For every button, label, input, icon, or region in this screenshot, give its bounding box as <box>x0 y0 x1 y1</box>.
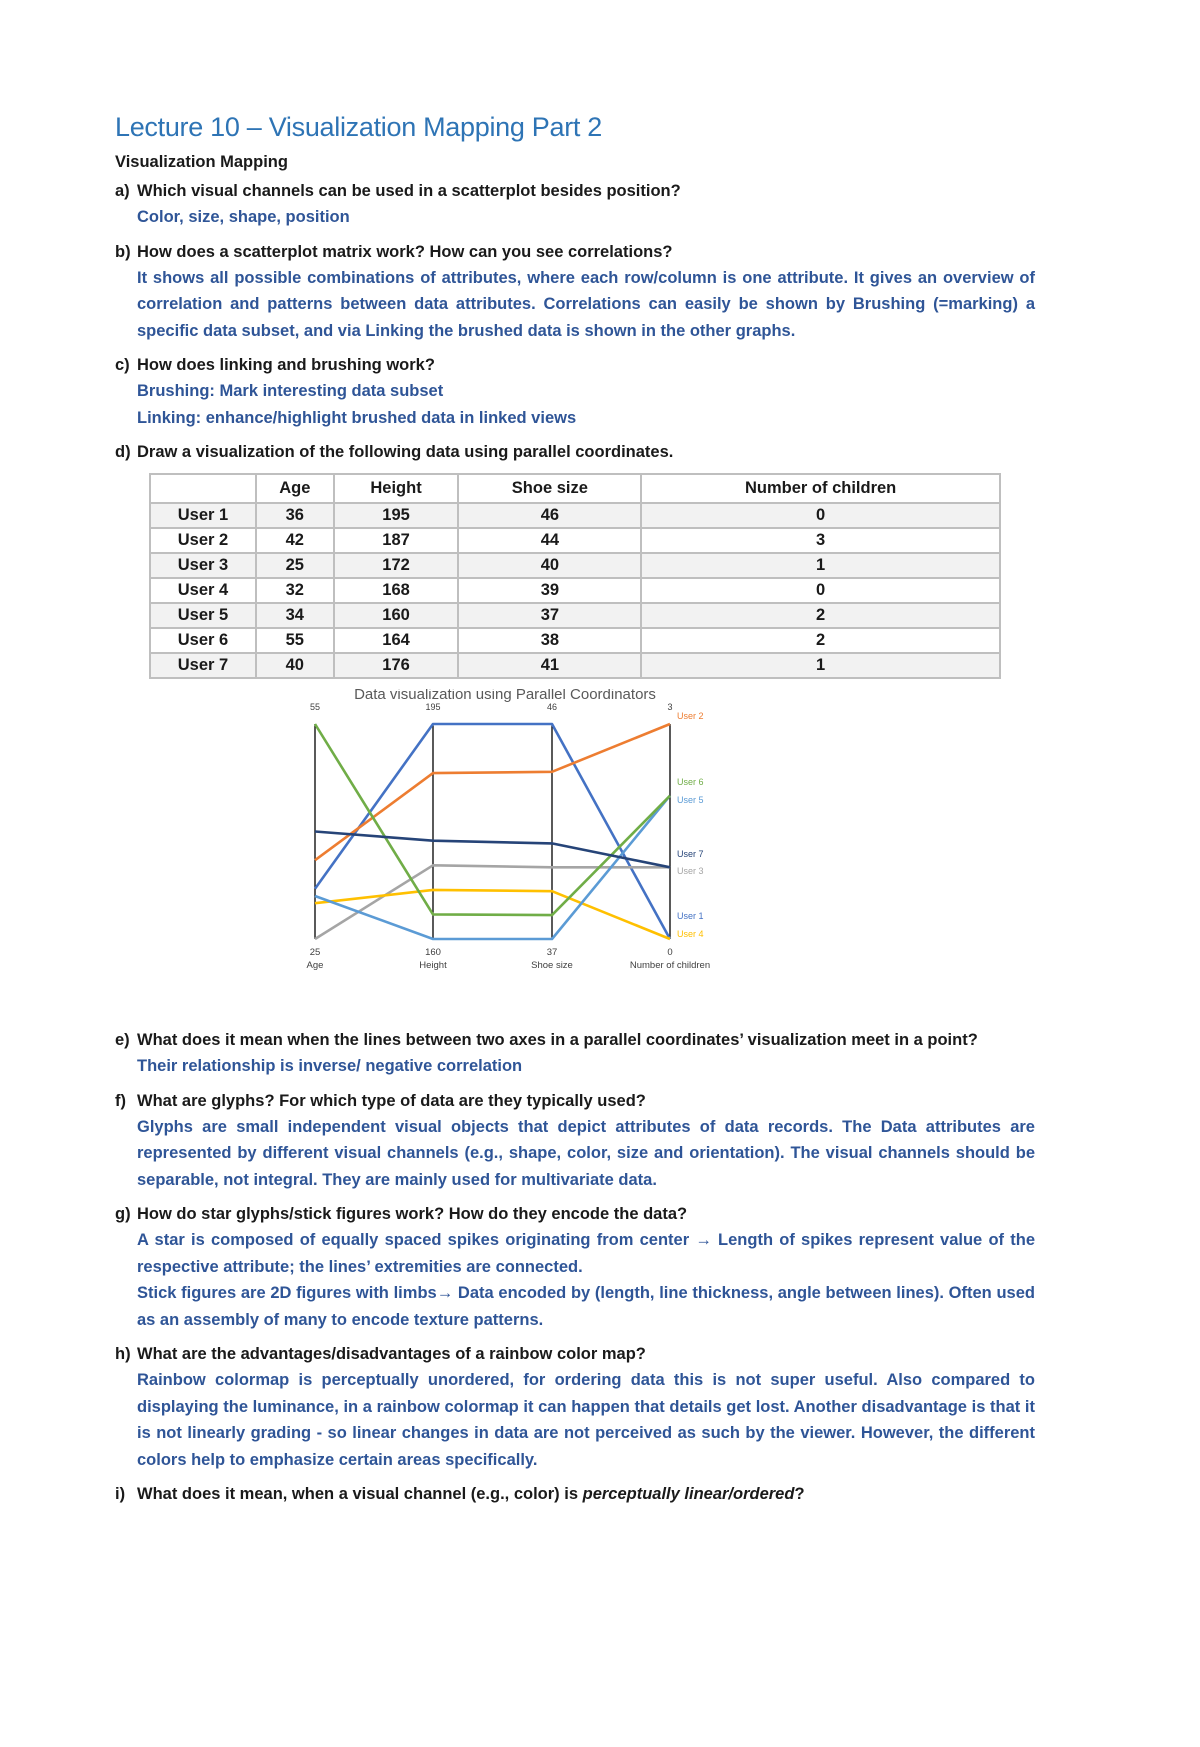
answer-line: Linking: enhance/highlight brushed data in linked views <box>137 408 577 427</box>
table-cell: User 6 <box>150 628 256 653</box>
question-text: What are the advantages/disadvantages of a rainbow color map? <box>137 1345 646 1363</box>
question-letter: f) <box>115 1091 126 1110</box>
table-row <box>150 528 1000 553</box>
table-cell: 36 <box>256 503 334 528</box>
answer-text: Color, size, shape, position <box>137 208 350 226</box>
axis-max-label: 55 <box>309 702 321 712</box>
data-table <box>149 473 1001 679</box>
series-end-label: User 4 <box>677 929 704 939</box>
table-cell: User 7 <box>150 653 256 678</box>
table-cell: 1 <box>641 653 1000 678</box>
axis-min-label: 160 <box>425 947 441 958</box>
question-letter: i) <box>115 1485 126 1503</box>
table-cell: User 2 <box>150 528 256 553</box>
table-cell: 195 <box>334 503 459 528</box>
table-cell: 0 <box>641 578 1000 603</box>
table-header-cell: Age <box>256 474 334 503</box>
answer-line: Stick figures are 2D figures with limbs→ Data encoded by (length, line thickness, angle between lines). Often used as an assembly of many to encode texture patterns. <box>137 1284 1035 1329</box>
answer-text: Their relationship is inverse/ negative correlation <box>137 1057 523 1075</box>
table-cell: 1 <box>641 553 1000 578</box>
axis-max-label: 195 <box>425 702 441 712</box>
question-text: How do star glyphs/stick figures work? How do they encode the data? <box>137 1205 688 1223</box>
question-h <box>115 1341 1035 1473</box>
question-letter: g) <box>115 1205 131 1223</box>
table-cell: 39 <box>458 578 641 603</box>
question-letter: d) <box>115 443 131 461</box>
table-cell: 42 <box>256 528 334 553</box>
axis-name-label: Age <box>306 960 324 971</box>
answer-block <box>137 378 1035 431</box>
question-letter: a) <box>115 182 130 200</box>
table-cell: User 5 <box>150 603 256 628</box>
table-cell: 40 <box>458 553 641 578</box>
table-cell: 187 <box>334 528 459 553</box>
series-end-label: User 7 <box>677 849 704 859</box>
table-cell: 164 <box>334 628 459 653</box>
section-heading: Visualization Mapping <box>115 153 288 171</box>
series-end-label: User 3 <box>677 866 704 876</box>
table-header-cell: Shoe size <box>458 474 641 503</box>
table-cell: User 1 <box>150 503 256 528</box>
question-c <box>115 352 1035 431</box>
question-text-part: What does it mean, when a visual channel (e.g., color) is <box>137 1485 583 1503</box>
table-cell: 160 <box>334 603 459 628</box>
series-line-user-3 <box>315 865 670 939</box>
question-i <box>115 1481 1035 1507</box>
chart-svg <box>305 689 925 1019</box>
table-cell: User 3 <box>150 553 256 578</box>
question-letter: e) <box>115 1031 130 1049</box>
axis-min-label: 37 <box>546 947 558 958</box>
table-row <box>150 503 1000 528</box>
question-letter: c) <box>115 356 130 374</box>
answer-line: A star is composed of equally spaced spikes originating from center → Length of spikes represent value of the respective attribute; the lines’ extremities are connected. <box>137 1231 1035 1276</box>
table-cell: 37 <box>458 603 641 628</box>
table-cell: 32 <box>256 578 334 603</box>
table-cell: 2 <box>641 628 1000 653</box>
question-letter: h) <box>115 1345 131 1363</box>
table-cell: 41 <box>458 653 641 678</box>
question-text: What does it mean when the lines between two axes in a parallel coordinates’ visualization meet in a point? <box>137 1031 978 1049</box>
parallel-coordinates-chart <box>305 689 925 1019</box>
axis-max-label: 3 <box>667 702 673 712</box>
question-text-emphasis: perceptually linear/ordered <box>582 1485 795 1503</box>
question-letter: b) <box>115 242 131 261</box>
page-title: Lecture 10 – Visualization Mapping Part 2 <box>115 112 603 142</box>
axis-name-label: Number of children <box>629 960 711 971</box>
question-text: Which visual channels can be used in a scatterplot besides position? <box>137 182 681 200</box>
question-text <box>137 1481 805 1507</box>
table-cell: 46 <box>458 503 641 528</box>
table-row <box>150 578 1000 603</box>
table-cell: 34 <box>256 603 334 628</box>
table-cell: 168 <box>334 578 459 603</box>
table-cell: 55 <box>256 628 334 653</box>
series-end-label: User 5 <box>677 795 704 805</box>
answer-text: Glyphs are small independent visual objects that depict attributes of data records. The Data attributes are represented by different visual channels (e.g., shape, color, size and orientation). The visual channels should be separable, not integral. They are mainly used for multivariate data. <box>137 1117 1035 1189</box>
question-f <box>115 1088 1035 1194</box>
table-cell: 176 <box>334 653 459 678</box>
answer-text: It shows all possible combinations of attributes, where each row/column is one attribute. It gives an overview of correlation and patterns between data attributes. Correlations can easily be shown by Brushing (=marking) a specific data subset, and via Linking the brushed data is shown in the other graphs. <box>137 268 1035 340</box>
table-header-row <box>150 474 1000 503</box>
table-row <box>150 653 1000 678</box>
question-text: How does a scatterplot matrix work? How can you see correlations? <box>137 242 673 261</box>
question-text: Draw a visualization of the following data using parallel coordinates. <box>137 443 674 461</box>
axis-min-label: 0 <box>667 947 673 958</box>
question-text: How does linking and brushing work? <box>137 356 435 374</box>
question-g <box>115 1201 1035 1333</box>
question-text: What are glyphs? For which type of data are they typically used? <box>137 1091 646 1110</box>
series-end-label: User 1 <box>677 911 704 921</box>
axis-max-label: 46 <box>546 702 558 712</box>
axis-name-label: Height <box>419 960 447 971</box>
axis-min-label: 25 <box>309 947 321 958</box>
question-a <box>115 178 1035 231</box>
question-d <box>115 439 1035 1019</box>
table-cell: 40 <box>256 653 334 678</box>
chart-title: Data visualization using Parallel Coordinators <box>354 689 656 703</box>
answer-line: Brushing: Mark interesting data subset <box>137 382 444 400</box>
answer-text: Rainbow colormap is perceptually unordered, for ordering data this is not super useful. Also compared to displaying the luminance, in a rainbow colormap it can happen that details get lost. Another disadvantage is that it is not linearly grading - so linear changes in data are not perceived as such by the viewer. However, the different colors help to emphasize certain areas specifically. <box>137 1371 1035 1469</box>
table-cell: 0 <box>641 503 1000 528</box>
answer-block <box>137 1227 1035 1333</box>
table-header-cell: Height <box>334 474 459 503</box>
table-cell: 3 <box>641 528 1000 553</box>
question-text-part: ? <box>794 1485 805 1503</box>
table-cell: 172 <box>334 553 459 578</box>
axis-name-label: Shoe size <box>531 960 573 971</box>
question-b <box>115 239 1035 345</box>
table-header-cell <box>150 474 256 503</box>
table-cell: 38 <box>458 628 641 653</box>
table-header-cell: Number of children <box>641 474 1000 503</box>
series-end-label: User 2 <box>677 711 704 721</box>
table-row <box>150 603 1000 628</box>
table-cell: 44 <box>458 528 641 553</box>
table-row <box>150 628 1000 653</box>
series-end-label: User 6 <box>677 777 704 787</box>
question-e <box>115 1027 1035 1080</box>
table-cell: User 4 <box>150 578 256 603</box>
table-cell: 2 <box>641 603 1000 628</box>
table-row <box>150 553 1000 578</box>
table-cell: 25 <box>256 553 334 578</box>
document-content <box>115 112 1035 1515</box>
